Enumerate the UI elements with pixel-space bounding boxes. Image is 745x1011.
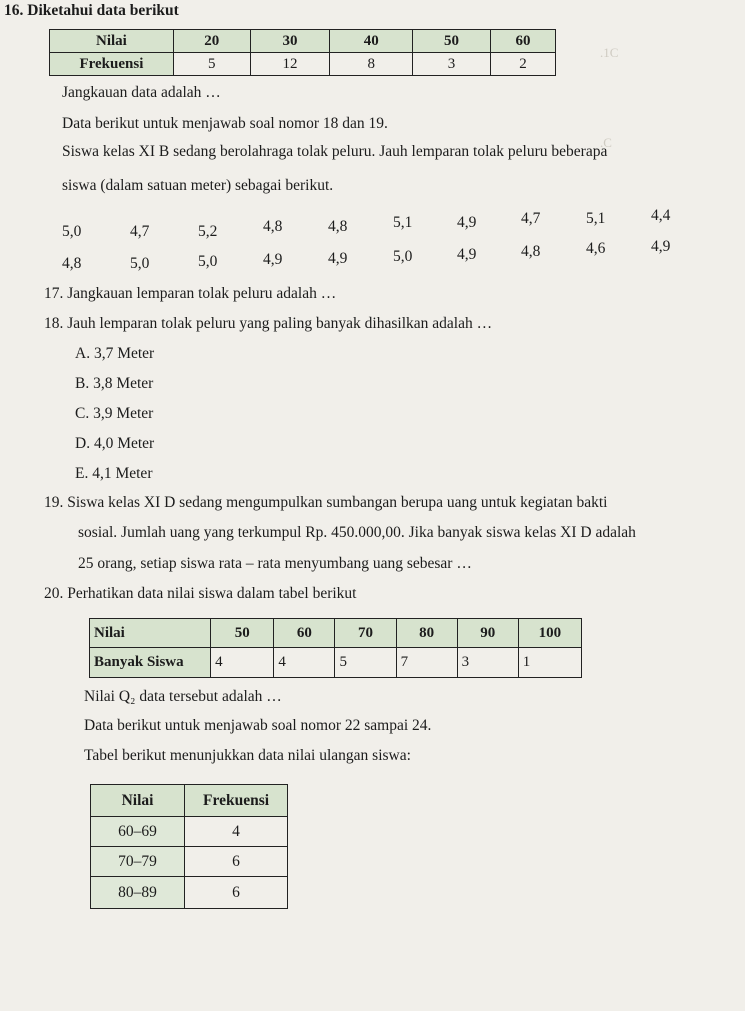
q18-option-b: B. 3,8 Meter (75, 375, 154, 392)
q18-question: 18. Jauh lemparan tolak peluru yang paling banyak dihasilkan adalah … (44, 315, 493, 332)
freq-cell-nilai: 70–79 (91, 847, 185, 877)
q20-banyak-cell: 4 (211, 648, 274, 678)
data-value: 5,1 (393, 214, 413, 231)
q16-question: Jangkauan data adalah … (62, 84, 221, 101)
q19-line-1: 19. Siswa kelas XI D sedang mengumpulkan sumbangan berupa uang untuk kegiatan bakti (44, 494, 608, 511)
q16-title: 16. Diketahui data berikut (4, 2, 179, 19)
q16-table (49, 29, 556, 76)
q16-frekuensi-cell: 8 (330, 53, 413, 76)
q16-frekuensi-cell: 5 (173, 53, 250, 76)
data-value: 5,1 (586, 210, 606, 227)
q18-option-a: A. 3,7 Meter (75, 345, 155, 362)
data-value: 5,0 (62, 223, 82, 240)
q16-nilai-cell: 50 (413, 30, 491, 53)
data-value: 5,0 (198, 253, 218, 270)
q20-header-banyak-siswa: Banyak Siswa (90, 648, 211, 678)
intro-22-24: Data berikut untuk menjawab soal nomor 22 sampai 24. (84, 717, 432, 734)
data-value: 4,7 (130, 223, 150, 240)
q16-nilai-cell: 40 (330, 30, 413, 53)
data-value: 4,9 (263, 251, 283, 268)
freq-cell-frekuensi: 6 (185, 877, 288, 909)
frequency-table (90, 784, 288, 909)
q20-question: Nilai Q₂ data tersebut adalah … (84, 688, 282, 705)
q16-frekuensi-cell: 12 (250, 53, 330, 76)
q20-banyak-cell: 3 (457, 648, 518, 678)
q18-option-c: C. 3,9 Meter (75, 405, 154, 422)
q16-nilai-cell: 30 (250, 30, 330, 53)
q20-nilai-cell: 100 (518, 619, 581, 648)
data-value: 4,8 (62, 255, 82, 272)
freq-cell-nilai: 60–69 (91, 817, 185, 847)
freq-header-frekuensi: Frekuensi (185, 785, 288, 817)
data-value: 4,9 (457, 214, 477, 231)
bleed-through-text: .C (600, 135, 612, 150)
data-value: 4,8 (328, 218, 348, 235)
data-value: 5,2 (198, 223, 218, 240)
q20-banyak-cell: 5 (335, 648, 396, 678)
q20-nilai-cell: 70 (335, 619, 396, 648)
table-intro: Tabel berikut menunjukkan data nilai ulangan siswa: (84, 747, 411, 764)
q20-nilai-cell: 80 (396, 619, 457, 648)
q17-question: 17. Jangkauan lemparan tolak peluru adalah … (44, 285, 337, 302)
q20-nilai-cell: 50 (211, 619, 274, 648)
freq-cell-frekuensi: 6 (185, 847, 288, 877)
q16-nilai-cell: 20 (173, 30, 250, 53)
q20-table (89, 618, 582, 678)
q20-nilai-cell: 60 (274, 619, 335, 648)
q20-banyak-cell: 7 (396, 648, 457, 678)
passage-line-1: Siswa kelas XI B sedang berolahraga tolak peluru. Jauh lemparan tolak peluru beberapa (62, 143, 608, 160)
q16-header-frekuensi: Frekuensi (50, 53, 174, 76)
q16-frekuensi-cell: 2 (490, 53, 555, 76)
q19-line-2: sosial. Jumlah uang yang terkumpul Rp. 450.000,00. Jika banyak siswa kelas XI D adalah (78, 524, 636, 541)
data-value: 5,0 (393, 248, 413, 265)
q18-option-e: E. 4,1 Meter (75, 465, 153, 482)
data-value: 5,0 (130, 255, 150, 272)
data-value: 4,8 (521, 243, 541, 260)
q18-option-d: D. 4,0 Meter (75, 435, 155, 452)
passage-line-2: siswa (dalam satuan meter) sebagai berikut. (62, 177, 334, 194)
data-value: 4,6 (586, 240, 606, 257)
q20-banyak-cell: 4 (274, 648, 335, 678)
q20-header-nilai: Nilai (90, 619, 211, 648)
data-value: 4,9 (328, 250, 348, 267)
q16-nilai-cell: 60 (490, 30, 555, 53)
intro-18-19: Data berikut untuk menjawab soal nomor 18 dan 19. (62, 115, 388, 132)
data-value: 4,9 (457, 246, 477, 263)
data-value: 4,9 (651, 238, 671, 255)
q20-banyak-cell: 1 (518, 648, 581, 678)
q20-title: 20. Perhatikan data nilai siswa dalam tabel berikut (44, 585, 357, 602)
q16-frekuensi-cell: 3 (413, 53, 491, 76)
freq-cell-frekuensi: 4 (185, 817, 288, 847)
bleed-through-text: .1C (600, 45, 619, 60)
data-value: 4,7 (521, 210, 541, 227)
q20-nilai-cell: 90 (457, 619, 518, 648)
data-value: 4,4 (651, 207, 671, 224)
freq-cell-nilai: 80–89 (91, 877, 185, 909)
q16-header-nilai: Nilai (50, 30, 174, 53)
freq-header-nilai: Nilai (91, 785, 185, 817)
data-value: 4,8 (263, 218, 283, 235)
q19-line-3: 25 orang, setiap siswa rata – rata menyumbang uang sebesar … (78, 555, 472, 572)
